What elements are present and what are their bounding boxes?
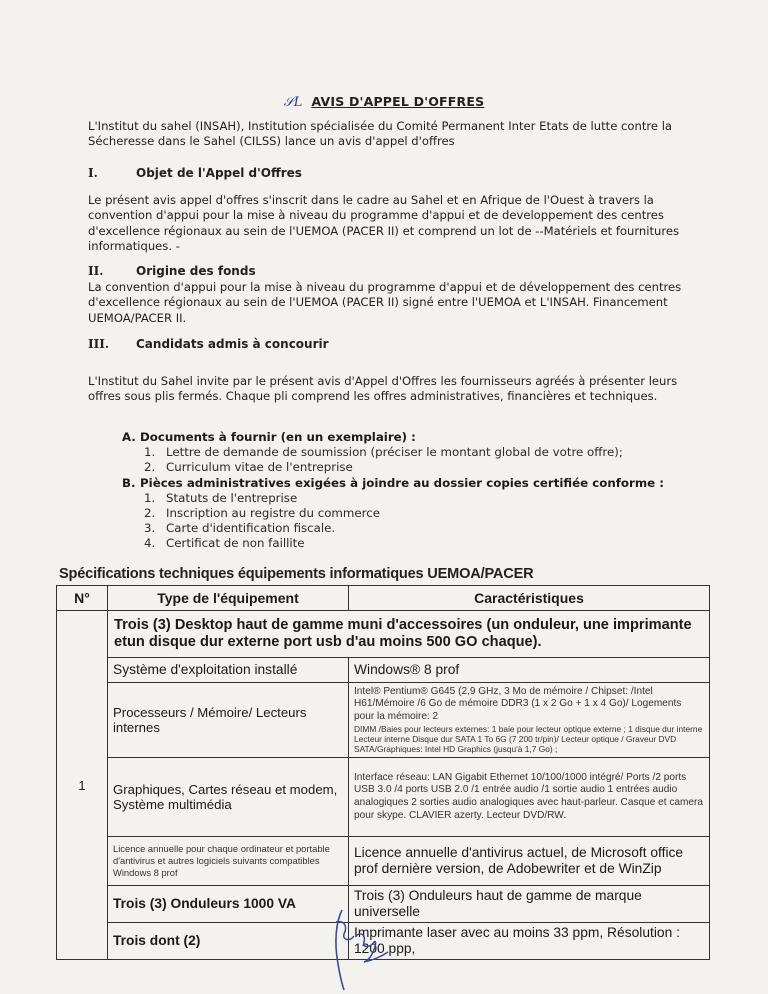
list-item [122, 491, 702, 506]
section-body-1: Le présent avis appel d'offres s'inscrit dans le cadre au Sahel et en Afrique de l'Ouest à travers la convention d'appui pour la mise à niveau du programme d'appui et de developpement des centres d'excellence régionaux au sein de l'UEMOA (PACER II) et comprend un lot de --Matériels et fournitures informatiques. - [88, 193, 680, 254]
section-heading-1 [88, 166, 302, 180]
type-cell: Système d'exploitation installé [108, 658, 349, 683]
table-row [57, 837, 710, 886]
item-description: Trois (3) Desktop haut de gamme muni d'accessoires (un onduleur, une imprimante etun disque dur externe port usb d'au moins 500 GO chaque). [108, 611, 710, 658]
header-characteristics: Caractéristiques [349, 586, 710, 611]
characteristics-cell: Windows® 8 prof [349, 658, 710, 683]
list-item [122, 445, 702, 460]
header-number: N° [57, 586, 108, 611]
list-item-text: Statuts de l'entreprise [166, 490, 298, 505]
section-number: I. [88, 166, 98, 180]
section-title: Origine des fonds [136, 264, 256, 278]
section-title: Candidats admis à concourir [136, 337, 329, 351]
type-cell: Trois dont (2) [108, 923, 349, 960]
table-header-row [57, 586, 710, 611]
list-item-number: 2. [144, 506, 156, 521]
doc-title: AVIS D'APPEL D'OFFRES [311, 94, 485, 109]
list-item-number: 3. [144, 521, 156, 536]
spec-title: Spécifications techniques équipements informatiques UEMOA/PACER [59, 566, 534, 582]
table-row [57, 683, 710, 758]
characteristics-cell: Trois (3) Onduleurs haut de gamme de marque universelle [349, 886, 710, 923]
table-row [57, 611, 710, 658]
list-item-text: Curriculum vitae de l'entreprise [166, 460, 353, 475]
list-letter: B. [122, 475, 136, 490]
list-item-text: Carte d'identification fiscale. [166, 521, 336, 536]
section-number: II. [88, 264, 104, 278]
list-item [122, 521, 702, 536]
item-number: 1 [57, 611, 108, 960]
signature-icon [330, 902, 400, 992]
type-cell: Processeurs / Mémoire/ Lecteurs internes [108, 683, 349, 758]
list-group-title: Documents à fournir (en un exemplaire) : [140, 430, 416, 444]
section-heading-3 [88, 337, 329, 351]
characteristics-cell: Licence annuelle d'antivirus actuel, de Microsoft office prof dernière version, de Adobewriter et de WinZip [349, 837, 710, 886]
type-cell: Graphiques, Cartes réseau et modem, Système multimédia [108, 758, 349, 837]
list-group-title: Pièces administratives exigées à joindre au dossier copies certifiée conforme : [140, 475, 664, 490]
list-item-text: Certificat de non faillite [166, 536, 305, 551]
list-item-text: Lettre de demande de soumission (préciser le montant global de votre offre); [166, 445, 623, 460]
characteristics-detail: DIMM /Baies pour lecteurs externes: 1 baie pour lecteur optique externe ; 1 disque dur interne Lecteur interne Disque dur SATA 1 To 6G (7 200 tr/pin)/ Lecteur optique / Graveur DVD SATA/Graphiques: Intel HD Graphics (jusqu'à 1,7 Go) ; [354, 723, 703, 754]
characteristics-main: Intel® Pentium® G645 (2,9 GHz, 3 Mo de mémoire / Chipset: /Intel H61/Mémoire /6 Go de mémoire DDR3 (1 x 2 Go + 1 x 4 Go)/ Logements pour la mémoire: 2 [354, 685, 682, 722]
list-item [122, 460, 702, 475]
list-item [122, 506, 702, 521]
list-item-number: 2. [144, 460, 156, 475]
list-letter: A. [122, 430, 136, 444]
list-group-b [122, 476, 702, 491]
required-documents-list [122, 430, 702, 552]
doc-heading [0, 91, 768, 110]
intro-paragraph: L'Institut du sahel (INSAH), Institution spécialisée du Comité Permanent Inter Etats de lutte contre la Sécheresse dans le Sahel (CILSS) lance un avis d'appel d'offres [88, 119, 673, 149]
section-number: III. [88, 337, 110, 351]
characteristics-cell: Imprimante laser avec au moins 33 ppm, Résolution : 1200 ppp, [349, 923, 710, 960]
section-body-2: La convention d'appui pour la mise à niveau du programme d'appui et de développement des centres d'excellence régionaux au sein de l'UEMOA (PACER II) signé entre l'UEMOA et L'INSAH. Financement UEMOA/PACER II. [88, 280, 682, 325]
list-item-number: 1. [144, 490, 156, 505]
table-row [57, 658, 710, 683]
list-item-number: 4. [144, 536, 156, 551]
list-item-number: 1. [144, 445, 156, 460]
characteristics-cell [349, 683, 710, 758]
handwritten-initials: 𝒮L [283, 95, 303, 110]
type-cell: Trois (3) Onduleurs 1000 VA [108, 886, 349, 923]
list-item [122, 536, 702, 551]
section-title: Objet de l'Appel d'Offres [136, 166, 302, 180]
header-type: Type de l'équipement [108, 586, 349, 611]
list-group-a [122, 430, 702, 445]
list-item-text: Inscription au registre du commerce [166, 506, 380, 521]
type-cell: Licence annuelle pour chaque ordinateur et portable d'antivirus et autres logiciels suivants compatibles Windows 8 prof [108, 837, 349, 886]
characteristics-cell: Interface réseau: LAN Gigabit Ethernet 10/100/1000 intégré/ Ports /2 ports USB 3.0 /4 ports USB 2.0 /1 entrée audio /1 sortie audio 1 entrées audio analogiques 2 sorties audio analogiques avec haut-parleur. Casque et camera pour skype. CLAVIER azerty. Lecteur DVD/RW. [349, 758, 710, 837]
section-body-3: L'Institut du Sahel invite par le présent avis d'Appel d'Offres les fournisseurs agréés à présenter leurs offres sous plis fermés. Chaque pli comprend les offres administratives, financières et techniques. [88, 374, 678, 404]
section-heading-2 [88, 264, 256, 278]
table-row [57, 758, 710, 837]
